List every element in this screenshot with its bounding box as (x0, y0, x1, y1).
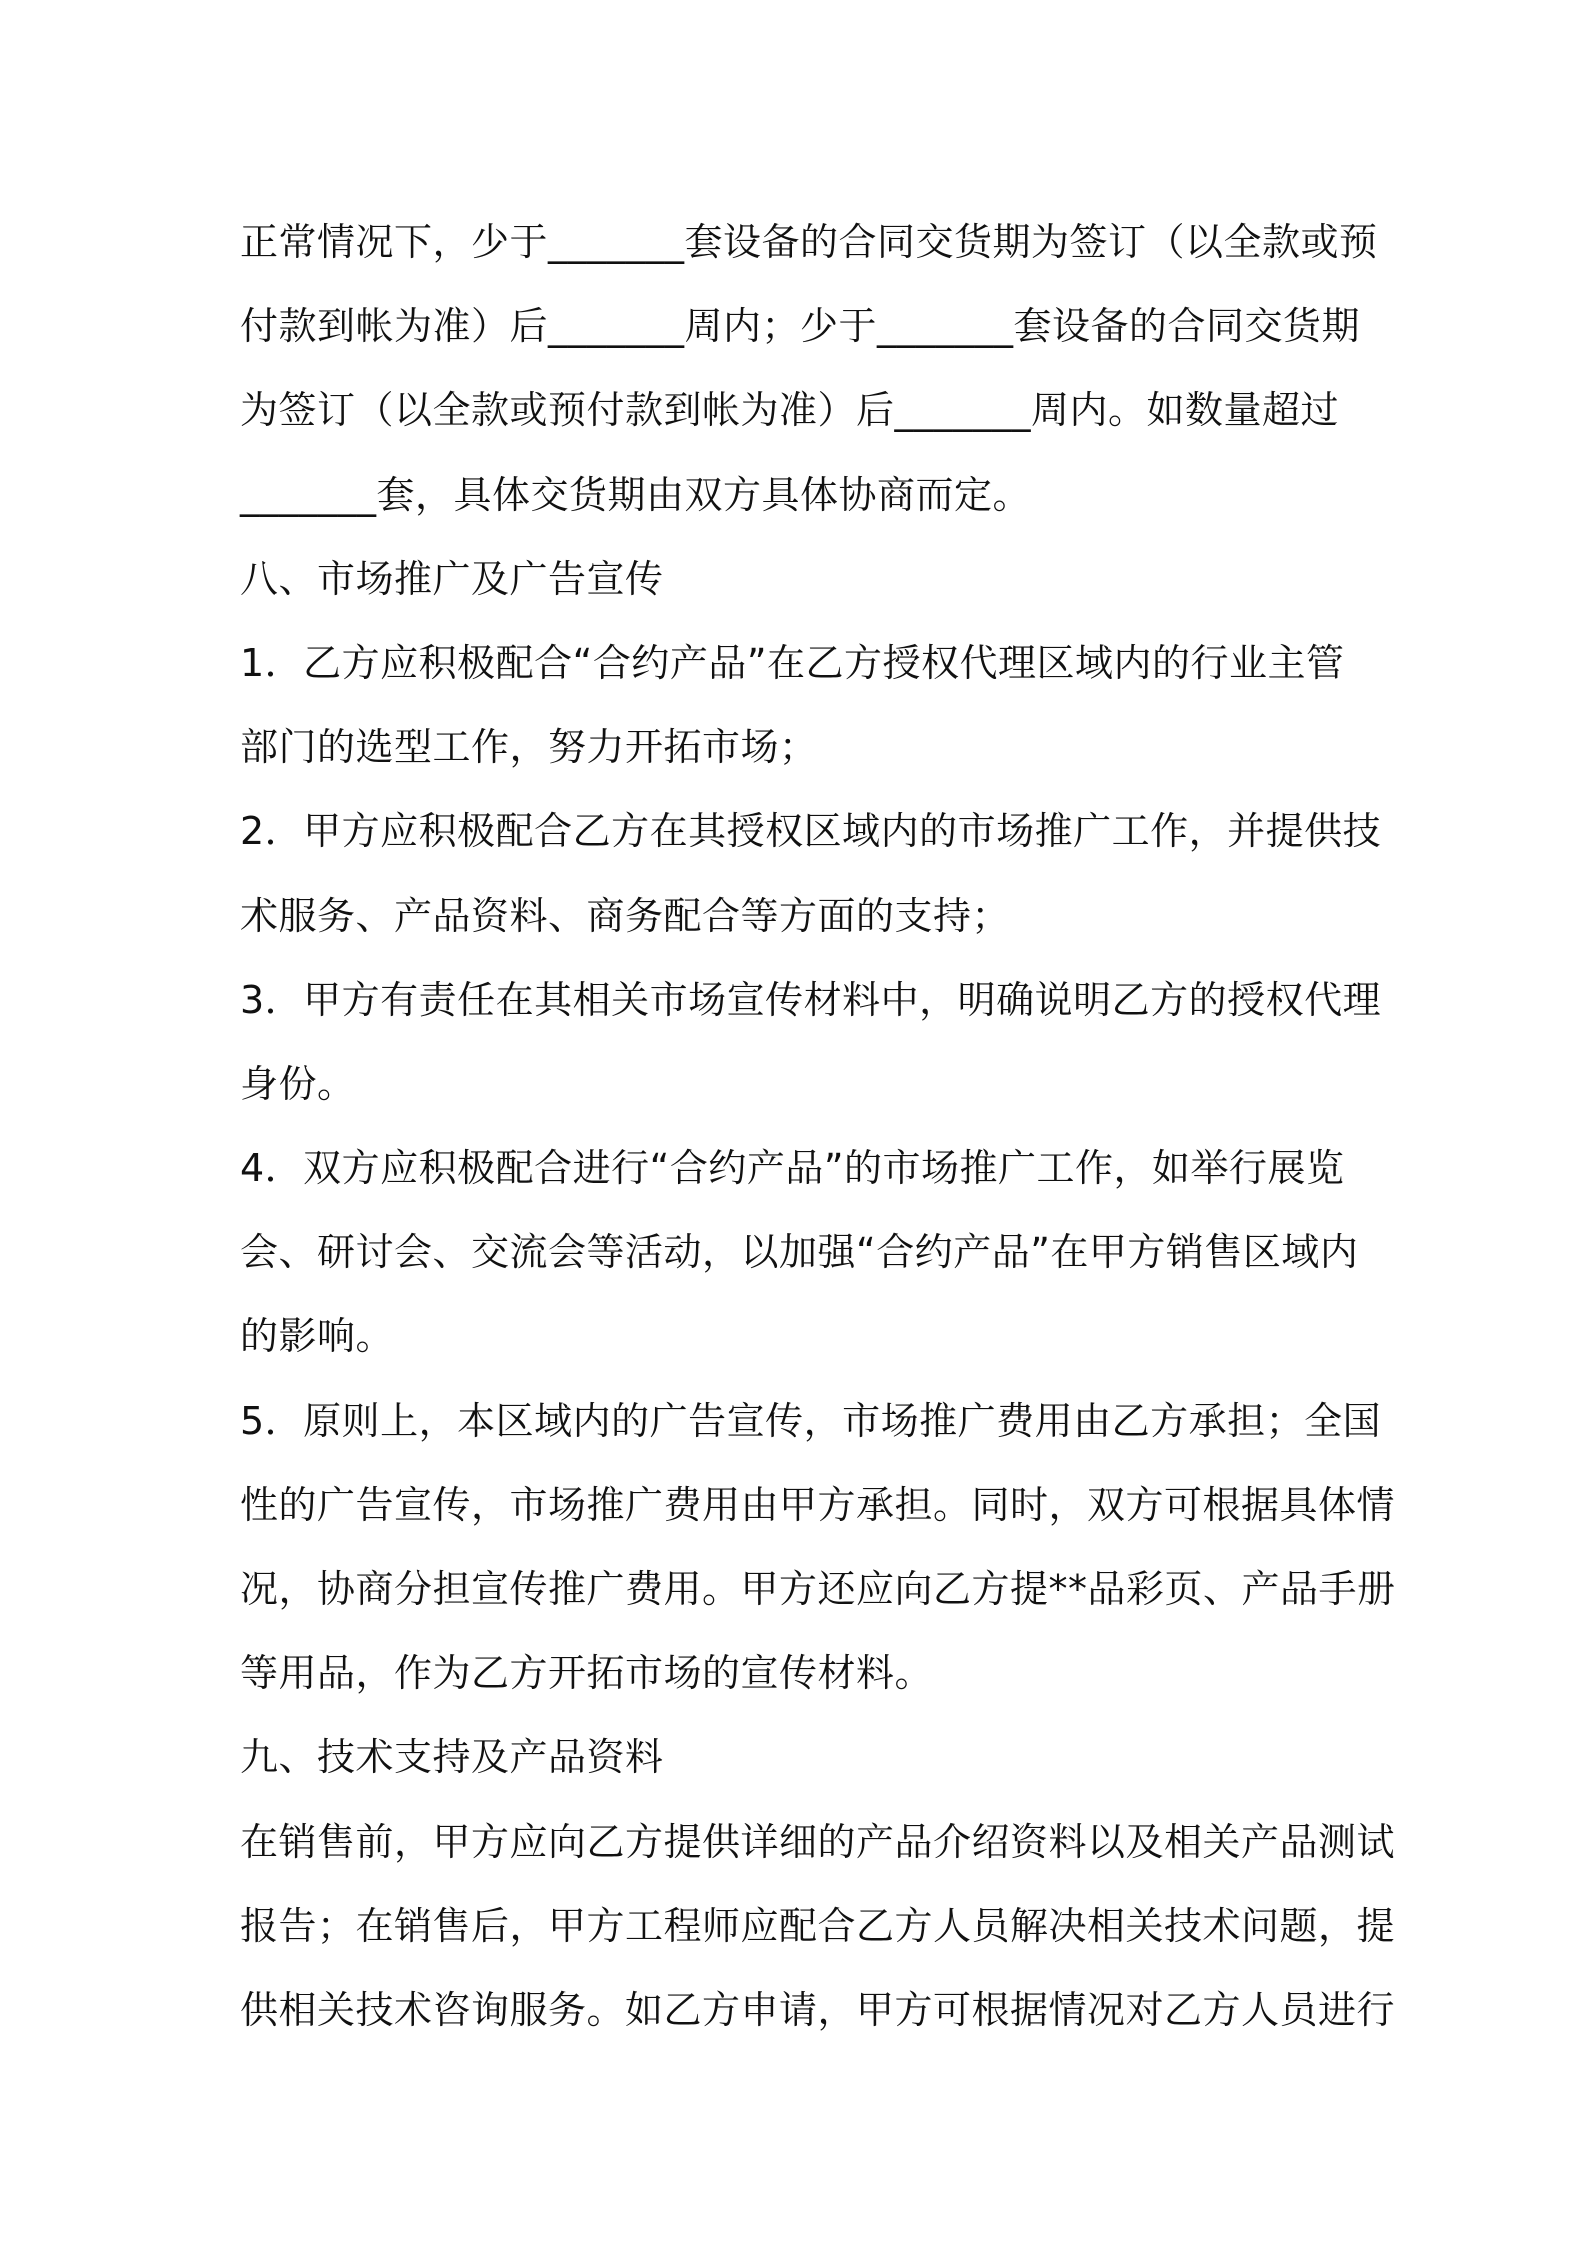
text-line: 会、研讨会、交流会等活动，以加强“合约产品”在甲方销售区域内 (240, 1230, 1359, 1275)
text-line: 况，协商分担宣传推广费用。甲方还应向乙方提**品彩页、产品手册 (240, 1567, 1396, 1611)
text-line: 正常情况下，少于_______套设备的合同交货期为签订（以全款或预 (240, 220, 1378, 264)
text-line: 3．甲方有责任在其相关市场宣传材料中，明确说明乙方的授权代理 (240, 977, 1382, 1022)
text-line: 身份。 (240, 1061, 356, 1106)
text-line: 性的广告宣传，市场推广费用由甲方承担。同时，双方可根据具体情 (240, 1482, 1396, 1527)
text-line: 付款到帐为准）后_______周内；少于_______套设备的合同交货期 (240, 304, 1361, 349)
text-line: 1．乙方应积极配合“合约产品”在乙方授权代理区域内的行业主管 (240, 640, 1345, 685)
text-line: 为签订（以全款或预付款到帐为准）后_______周内。如数量超过 (240, 388, 1340, 433)
text-line: 4．双方应积极配合进行“合约产品”的市场推广工作，如举行展览 (240, 1146, 1345, 1191)
text-line: 在销售前，甲方应向乙方提供详细的产品介绍资料以及相关产品测试 (240, 1819, 1396, 1864)
text-line: 等用品，作为乙方开拓市场的宣传材料。 (240, 1651, 934, 1696)
section-heading: 八、市场推广及广告宣传 (240, 556, 664, 601)
document-page (240, 200, 1396, 2052)
text-line: 报告；在销售后，甲方工程师应配合乙方人员解决相关技术问题，提 (240, 1903, 1396, 1948)
text-line: 2．甲方应积极配合乙方在其授权区域内的市场推广工作，并提供技 (240, 809, 1382, 854)
section-heading: 九、技术支持及产品资料 (240, 1735, 664, 1780)
text-line: 5．原则上，本区域内的广告宣传，市场推广费用由乙方承担；全国 (240, 1398, 1382, 1443)
text-line: 的影响。 (240, 1314, 395, 1359)
text-line: _______套，具体交货期由双方具体协商而定。 (240, 472, 1032, 517)
text-line: 供相关技术咨询服务。如乙方申请，甲方可根据情况对乙方人员进行 (240, 1987, 1396, 2032)
text-line: 部门的选型工作，努力开拓市场； (240, 725, 818, 770)
text-line: 术服务、产品资料、商务配合等方面的支持； (240, 893, 1011, 938)
